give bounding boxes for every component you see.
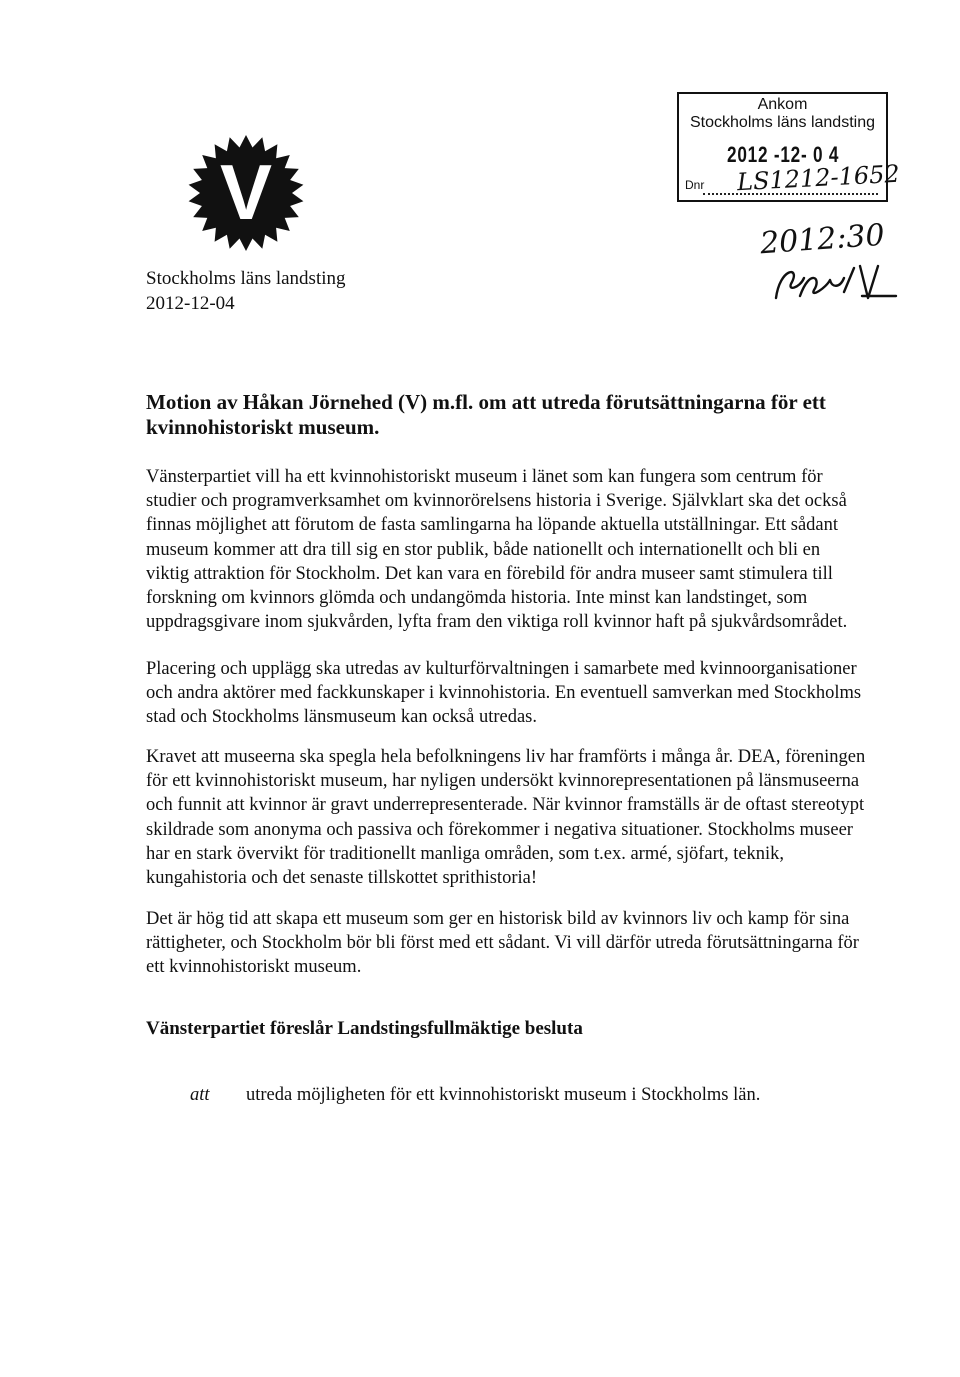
stamp-organization: Stockholms läns landsting <box>690 114 875 131</box>
stamp-dnr-value: LS1212-1652 <box>736 159 901 197</box>
decision-text: utreda möjligheten för ett kvinnohistoriskt museum i Stockholms län. <box>246 1085 761 1105</box>
sender-organization: Stockholms läns landsting <box>146 268 346 289</box>
paragraph-4: Det är hög tid att skapa ett museum som ger en historisk bild av kvinnors liv och kamp för sina rättigheter, och Stockholm bör bli först med ett sådant. Vi vill därför utreda förutsättningarna för ett kvinnohistoriskt museum. <box>146 909 859 978</box>
received-stamp <box>677 92 901 202</box>
party-logo <box>186 133 306 253</box>
stamp-title: Ankom <box>757 96 808 113</box>
handwritten-signature <box>770 258 900 308</box>
paragraph-2: Placering och upplägg ska utredas av kulturförvaltningen i samarbete med kvinnoorganisationer och andra aktörer med fackkunskaper i kvinnohistoria. En eventuell samverkan med Stockholms stad och Stockholms länsmuseum kan också utredas. <box>146 659 862 728</box>
sender-date: 2012-12-04 <box>146 293 235 314</box>
stamp-date: 2012 -12- 0 4 <box>727 142 840 167</box>
logo-letter: V <box>219 148 273 236</box>
sender-block <box>146 266 346 316</box>
motion-title: Motion av Håkan Jörnehed (V) m.fl. om att utreda förutsättningarna för ett kvinnohistoriskt museum. <box>146 390 826 439</box>
proposal-heading: Vänsterpartiet föreslår Landstingsfullmäktige besluta <box>146 1018 583 1039</box>
handwritten-number: 2012:30 <box>758 217 886 262</box>
decision-line <box>190 1085 760 1106</box>
stamp-dnr-label: Dnr <box>685 178 705 192</box>
paragraph-1: Vänsterpartiet vill ha ett kvinnohistoriskt museum i länet som kan fungera som centrum för studier och programverksamhet om kvinnorörelsens historia i Sverige. Självklart ska det också finnas möjlighet att förutom de fasta samlingarna ha löpande aktuella utställningar. Ett sådant museum kommer att dra till sig en stor publik, både nationellt och internationellt och bli en viktig attraktion för Stockholm. Det kan vara en förebild för andra museer samt stimulera till forskning om kvinnors glömda och undangömda historia. Inte minst kan landstinget, som uppdragsgivare inom sjukvården, lyfta fram den viktiga roll kvinnor haft på sjukvårdsområdet. <box>146 467 848 633</box>
paragraph-3: Kravet att museerna ska spegla hela befolkningens liv har framförts i många år. DEA, föreningen för ett kvinnohistoriskt museum, har nyligen undersökt kvinnorepresentationen på länsmuseerna och funnit att kvinnor är gravt underrepresenterade. När kvinnor framställs är de oftast stereotypt skildrade som anonyma och passiva och förekommer i negativa situationer. Stockholms museer har en stark övervikt för traditionellt manliga områden, som t.ex. armé, sjöfart, teknik, kungahistoria och det senaste tillskottet sprithistoria! <box>146 747 866 889</box>
decision-att: att <box>190 1085 210 1105</box>
